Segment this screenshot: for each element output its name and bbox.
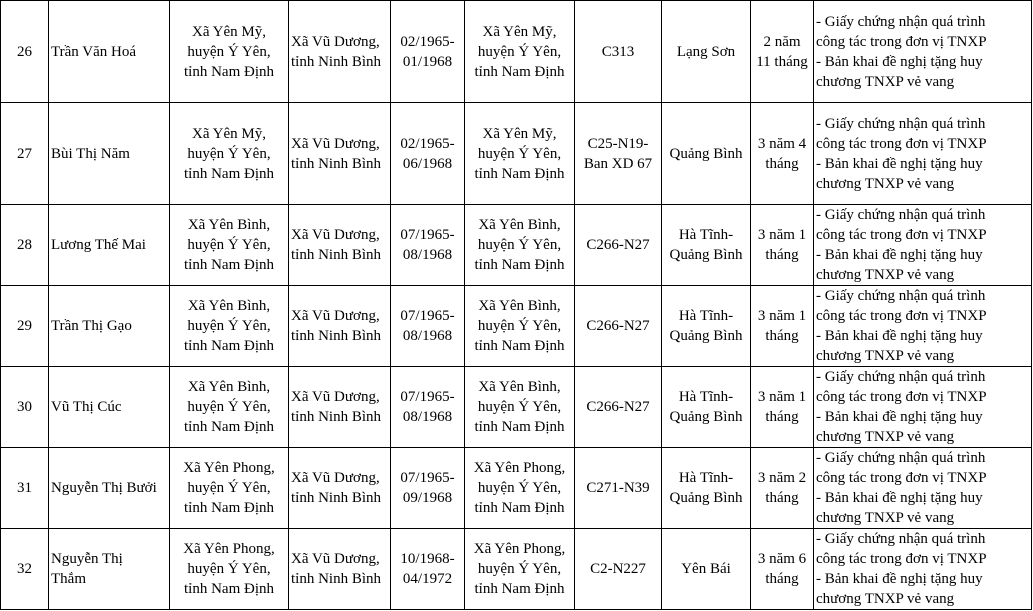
cell-text-line: tỉnh Nam Định [474, 500, 565, 516]
cell-text-line: tháng [765, 247, 799, 263]
cell-text-line: 3 năm 1 [757, 227, 807, 243]
full-name-cell [49, 205, 170, 286]
service-period-cell [391, 448, 465, 529]
service-location-cell [662, 529, 751, 610]
row-number-cell: 27 [1, 103, 49, 205]
documents-cell [814, 529, 1032, 610]
cell-text-line: Xã Vũ Dương, [291, 135, 380, 152]
cell-text-line: 11 tháng [756, 53, 808, 70]
cell-text-line: huyện Ý Yên, [477, 561, 562, 577]
cell-text-line: 02/1965- [400, 33, 455, 50]
cell-text-line: tháng [765, 155, 799, 172]
cell-text-line: - Giấy chứng nhận quá trình [816, 115, 986, 132]
cell-text-line: 10/1968- [400, 551, 455, 567]
cell-text-line: 07/1965- [400, 470, 455, 486]
full-name-cell [49, 448, 170, 529]
cell-text-line: Xã Yên Bình, [478, 298, 561, 314]
cell-text-line: tỉnh Nam Định [184, 165, 274, 182]
service-duration-cell [751, 103, 814, 205]
hometown-cell [170, 103, 289, 205]
cell-text-line: C271-N39 [586, 480, 650, 496]
cell-text-line: công tác trong đơn vị TNXP [816, 470, 987, 486]
cell-text-line: tỉnh Ninh Bình [291, 409, 382, 425]
cell-text-line: huyện Ý Yên, [187, 318, 271, 334]
cell-text-line: tỉnh Ninh Bình [291, 571, 382, 587]
service-duration-cell [751, 1, 814, 103]
table-row [1, 448, 1032, 529]
documents-cell [814, 367, 1032, 448]
cell-text-line: - Giấy chứng nhận quá trình [816, 369, 986, 385]
cell-text-line: huyện Ý Yên, [187, 561, 271, 577]
residence-cell [289, 448, 391, 529]
cell-text-line: tháng [765, 409, 799, 425]
cell-text-line: Xã Yên Phong, [473, 541, 566, 557]
cell-text-line: chương TNXP vẻ vang [816, 591, 955, 607]
cell-text-line: - Bản khai đề nghị tặng huy [816, 409, 983, 425]
cell-text-line: Nguyễn Thị Bưởi [51, 480, 157, 496]
cell-text-line: Xã Yên Mỹ, [482, 125, 557, 142]
cell-text-line: Xã Vũ Dương, [291, 227, 380, 243]
cell-text-line: 07/1965- [400, 389, 455, 405]
full-name-cell [49, 286, 170, 367]
cell-text-line: Vũ Thị Cúc [51, 399, 122, 415]
documents-cell [814, 286, 1032, 367]
documents-cell [814, 448, 1032, 529]
service-duration-cell [751, 286, 814, 367]
service-duration-cell [751, 529, 814, 610]
cell-text-line: chương TNXP vẻ vang [816, 429, 955, 445]
residence-cell [289, 367, 391, 448]
cell-text-line: 07/1965- [400, 227, 455, 243]
hometown-cell [170, 529, 289, 610]
cell-text-line: 08/1968 [402, 409, 453, 425]
cell-text-line: - Giấy chứng nhận quá trình [816, 531, 986, 547]
full-name-cell [49, 529, 170, 610]
cell-text-line: Ban XD 67 [583, 155, 653, 172]
hometown-cell [170, 367, 289, 448]
cell-text-line: tỉnh Nam Định [474, 338, 565, 354]
table-row [1, 529, 1032, 610]
cell-text-line: huyện Ý Yên, [187, 145, 271, 162]
cell-text-line: tỉnh Ninh Bình [291, 247, 382, 263]
service-period-cell [391, 1, 465, 103]
cell-text-line: Xã Yên Phong, [473, 460, 566, 476]
unit-cell [575, 205, 662, 286]
cell-text-line: C266-N27 [586, 237, 650, 253]
cell-text-line: Xã Yên Bình, [478, 379, 561, 395]
cell-text-line: huyện Ý Yên, [477, 145, 562, 162]
cell-text-line: công tác trong đơn vị TNXP [816, 227, 987, 243]
cell-text-line: huyện Ý Yên, [187, 480, 271, 496]
cell-text-line: tỉnh Ninh Bình [291, 53, 382, 70]
cell-text-line: Xã Yên Mỹ, [482, 23, 557, 40]
cell-text-line: - Giấy chứng nhận quá trình [816, 288, 986, 304]
service-duration-cell [751, 448, 814, 529]
row-number-cell: 26 [1, 1, 49, 103]
enlistment-place-cell [465, 286, 575, 367]
cell-text-line: tỉnh Ninh Bình [291, 328, 382, 344]
cell-text-line: huyện Ý Yên, [187, 43, 271, 60]
cell-text-line: C266-N27 [586, 399, 650, 415]
table-body [1, 1, 1032, 610]
cell-text-line: Lương Thế Mai [51, 237, 146, 253]
service-period-cell [391, 367, 465, 448]
cell-text-line: Xã Yên Mỹ, [191, 23, 266, 40]
cell-text-line: huyện Ý Yên, [477, 237, 562, 253]
full-name-cell [49, 367, 170, 448]
table-row [1, 367, 1032, 448]
cell-text-line: - Giấy chứng nhận quá trình [816, 450, 986, 466]
unit-cell [575, 367, 662, 448]
cell-text-line: Xã Vũ Dương, [291, 308, 380, 324]
cell-text-line: Quảng Bình [669, 328, 743, 344]
cell-text-line: công tác trong đơn vị TNXP [816, 308, 987, 324]
cell-text-line: Xã Yên Bình, [478, 217, 561, 233]
hometown-cell [170, 286, 289, 367]
cell-text-line: C266-N27 [586, 318, 650, 334]
unit-cell [575, 448, 662, 529]
unit-cell [575, 103, 662, 205]
cell-text-line: Quảng Bình [669, 409, 743, 425]
cell-text-line: tỉnh Nam Định [184, 257, 274, 273]
cell-text-line: 3 năm 2 [757, 470, 807, 486]
cell-text-line: công tác trong đơn vị TNXP [816, 135, 987, 152]
cell-text-line: Trần Thị Gạo [51, 318, 132, 334]
cell-text-line: chương TNXP vẻ vang [816, 348, 955, 364]
enlistment-place-cell [465, 367, 575, 448]
cell-text-line: tỉnh Nam Định [184, 419, 274, 435]
cell-text-line: tỉnh Nam Định [474, 165, 565, 182]
cell-text-line: Trần Văn Hoá [51, 43, 136, 60]
cell-text-line: tỉnh Nam Định [474, 63, 565, 80]
cell-text-line: tỉnh Nam Định [184, 338, 274, 354]
cell-text-line: Xã Vũ Dương, [291, 470, 380, 486]
cell-text-line: C25-N19- [587, 135, 649, 152]
cell-text-line: 02/1965- [400, 135, 455, 152]
documents-cell [814, 1, 1032, 103]
cell-text-line: Xã Vũ Dương, [291, 551, 380, 567]
cell-text-line: Quảng Bình [669, 490, 743, 506]
enlistment-place-cell [465, 103, 575, 205]
cell-text-line: - Bản khai đề nghị tặng huy [816, 490, 983, 506]
cell-text-line: huyện Ý Yên, [477, 318, 562, 334]
cell-text-line: huyện Ý Yên, [187, 399, 271, 415]
cell-text-line: Yên Bái [681, 561, 731, 577]
cell-text-line: Nguyễn Thị [51, 551, 123, 567]
cell-text-line: - Bản khai đề nghị tặng huy [816, 53, 983, 70]
cell-text-line: Hà Tĩnh- [678, 308, 734, 324]
enlistment-place-cell [465, 529, 575, 610]
cell-text-line: Quảng Bình [669, 145, 743, 162]
cell-text-line: - Giấy chứng nhận quá trình [816, 13, 986, 30]
unit-cell [575, 1, 662, 103]
full-name-cell [49, 1, 170, 103]
cell-text-line: tỉnh Nam Định [474, 257, 565, 273]
service-period-cell [391, 205, 465, 286]
cell-text-line: huyện Ý Yên, [477, 480, 562, 496]
cell-text-line: - Bản khai đề nghị tặng huy [816, 247, 983, 263]
cell-text-line: 01/1968 [402, 53, 453, 70]
cell-text-line: huyện Ý Yên, [187, 237, 271, 253]
cell-text-line: Hà Tĩnh- [678, 227, 734, 243]
cell-text-line: - Giấy chứng nhận quá trình [816, 207, 986, 223]
unit-cell [575, 529, 662, 610]
cell-text-line: 3 năm 1 [757, 308, 807, 324]
table-row [1, 103, 1032, 205]
service-location-cell [662, 1, 751, 103]
table-row [1, 286, 1032, 367]
cell-text-line: tỉnh Nam Định [474, 419, 565, 435]
row-number-cell: 29 [1, 286, 49, 367]
row-number-cell: 32 [1, 529, 49, 610]
cell-text-line: 08/1968 [402, 247, 453, 263]
cell-text-line: 3 năm 4 [757, 135, 807, 152]
cell-text-line: chương TNXP vẻ vang [816, 510, 955, 526]
cell-text-line: 08/1968 [402, 328, 453, 344]
residence-cell [289, 205, 391, 286]
cell-text-line: công tác trong đơn vị TNXP [816, 389, 987, 405]
enlistment-place-cell [465, 1, 575, 103]
cell-text-line: tỉnh Nam Định [474, 581, 565, 597]
service-location-cell [662, 367, 751, 448]
cell-text-line: Xã Yên Mỹ, [191, 125, 266, 142]
cell-text-line: 07/1965- [400, 308, 455, 324]
cell-text-line: Xã Vũ Dương, [291, 33, 380, 50]
cell-text-line: Xã Yên Phong, [183, 460, 275, 476]
cell-text-line: - Bản khai đề nghị tặng huy [816, 328, 983, 344]
residence-cell [289, 103, 391, 205]
cell-text-line: 2 năm [763, 33, 801, 50]
cell-text-line: Xã Vũ Dương, [291, 389, 380, 405]
cell-text-line: công tác trong đơn vị TNXP [816, 33, 987, 50]
cell-text-line: Xã Yên Phong, [183, 541, 275, 557]
table-row [1, 1, 1032, 103]
cell-text-line: tỉnh Nam Định [184, 63, 274, 80]
enlistment-place-cell [465, 205, 575, 286]
cell-text-line: huyện Ý Yên, [477, 399, 562, 415]
cell-text-line: tháng [765, 490, 799, 506]
cell-text-line: chương TNXP vẻ vang [816, 267, 955, 283]
cell-text-line: 3 năm 6 [757, 551, 807, 567]
enlistment-place-cell [465, 448, 575, 529]
unit-cell [575, 286, 662, 367]
cell-text-line: công tác trong đơn vị TNXP [816, 551, 987, 567]
residence-cell [289, 529, 391, 610]
cell-text-line: Lạng Sơn [676, 43, 736, 60]
service-period-cell [391, 286, 465, 367]
cell-text-line: tỉnh Nam Định [184, 500, 274, 516]
cell-text-line: C2-N227 [590, 561, 646, 577]
service-location-cell [662, 205, 751, 286]
cell-text-line: 04/1972 [402, 571, 453, 587]
cell-text-line: Thắm [51, 571, 86, 587]
cell-text-line: tỉnh Ninh Bình [291, 155, 382, 172]
cell-text-line: tháng [765, 328, 799, 344]
service-duration-cell [751, 205, 814, 286]
row-number-cell: 30 [1, 367, 49, 448]
cell-text-line: - Bản khai đề nghị tặng huy [816, 155, 983, 172]
cell-text-line: Bùi Thị Năm [51, 145, 130, 162]
cell-text-line: Quảng Bình [669, 247, 743, 263]
table-row [1, 205, 1032, 286]
cell-text-line: Xã Yên Bình, [187, 298, 271, 314]
cell-text-line: tỉnh Ninh Bình [291, 490, 382, 506]
service-location-cell [662, 286, 751, 367]
cell-text-line: chương TNXP vẻ vang [816, 175, 955, 192]
cell-text-line: 09/1968 [402, 490, 453, 506]
full-name-cell [49, 103, 170, 205]
cell-text-line: huyện Ý Yên, [477, 43, 562, 60]
documents-cell [814, 103, 1032, 205]
cell-text-line: 3 năm 1 [757, 389, 807, 405]
hometown-cell [170, 205, 289, 286]
cell-text-line: - Bản khai đề nghị tặng huy [816, 571, 983, 587]
cell-text-line: Xã Yên Bình, [187, 217, 271, 233]
cell-text-line: tháng [765, 571, 799, 587]
hometown-cell [170, 448, 289, 529]
hometown-cell [170, 1, 289, 103]
service-location-cell [662, 448, 751, 529]
cell-text-line: chương TNXP vẻ vang [816, 73, 955, 90]
service-duration-cell [751, 367, 814, 448]
documents-cell [814, 205, 1032, 286]
row-number-cell: 28 [1, 205, 49, 286]
service-location-cell [662, 103, 751, 205]
service-period-cell [391, 103, 465, 205]
cell-text-line: C313 [601, 43, 635, 60]
residence-cell [289, 1, 391, 103]
row-number-cell: 31 [1, 448, 49, 529]
cell-text-line: Hà Tĩnh- [678, 470, 734, 486]
cell-text-line: tỉnh Nam Định [184, 581, 274, 597]
service-period-cell [391, 529, 465, 610]
cell-text-line: Hà Tĩnh- [678, 389, 734, 405]
cell-text-line: Xã Yên Bình, [187, 379, 271, 395]
residence-cell [289, 286, 391, 367]
cell-text-line: 06/1968 [402, 155, 453, 172]
